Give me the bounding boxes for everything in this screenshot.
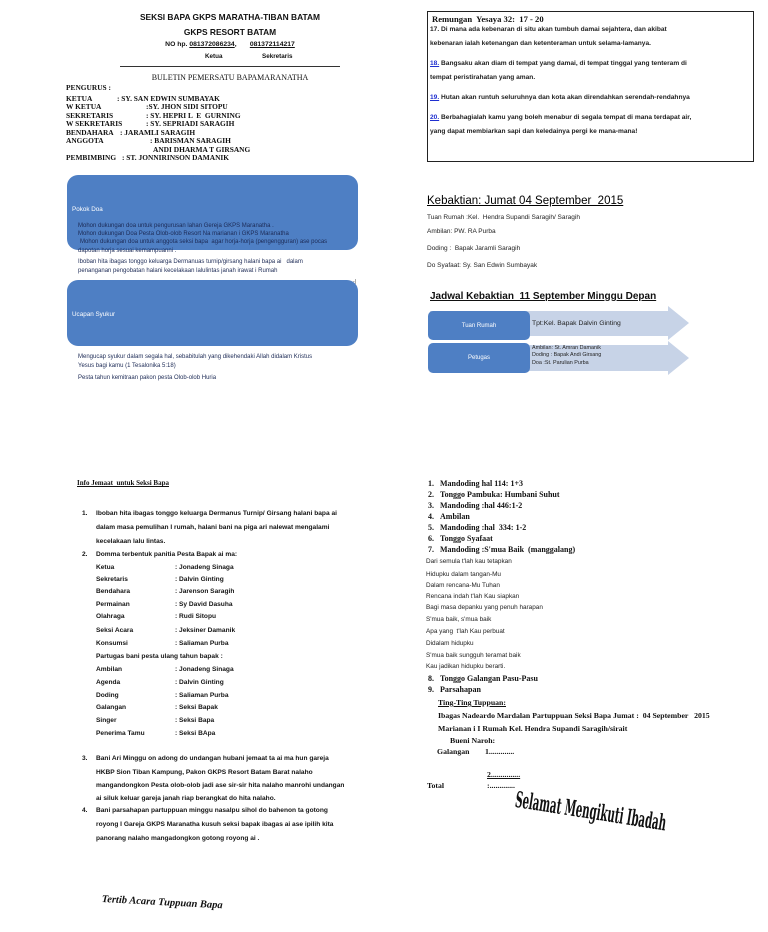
schedule-host-label: Tuan Rumah — [461, 322, 497, 329]
verse-text: tempat peristirahatan yang aman. — [430, 74, 536, 81]
verse-number: 17. — [430, 26, 440, 33]
order-item-number: 6. — [428, 534, 434, 543]
order-item-text: Mandoding :hal 334: 1-2 — [440, 523, 527, 532]
committee-name: : Jarenson Saragih — [175, 588, 235, 595]
next-schedule-title: Jadwal Kebaktian 11 September Minggu Depan — [430, 291, 657, 302]
phone-separator: , — [234, 41, 237, 48]
verse-number-link[interactable]: 19. — [430, 94, 440, 101]
schedule-officers-box — [428, 343, 530, 373]
offering-galangan-1: 1............. — [485, 747, 515, 756]
verse-number-link[interactable]: 18. — [430, 60, 440, 67]
verse-text: Hutan akan runtuh seluruhnya dan kota akan direndahkan serendah-rendahnya — [441, 94, 690, 101]
pengurus-label: SEKRETARIS — [66, 111, 114, 120]
verse-text: Berbahagialah kamu yang boleh menabur di segala tempat di mana terdapat air, — [441, 114, 692, 121]
verse-text: yang dapat membiarkan sapi dan keledainya pergi ke mana-mana! — [430, 128, 638, 135]
prayer-line: Mohon dukungan doa untuk anggota seksi bapa agar horja-horja (pengengguran) ase pocas — [80, 239, 328, 245]
service-host: Tuan Rumah :Kel. Hendra Supandi Saragih/ Saragih — [427, 214, 580, 221]
thanks-box-label: Ucapan Syukur — [72, 311, 116, 318]
order-item-text: Mandoding :S'mua Baik (manggalang) — [440, 545, 576, 554]
pengurus-value: : SY. SEPRIADI SARAGIH — [146, 119, 235, 128]
order-item-text: Ambilan — [440, 512, 470, 521]
verse-text: Di mana ada kebenaran di situ akan tumbuh damai sejahtera, dan akibat — [441, 26, 667, 33]
bulletin-title: BULETIN PEMERSATU BAPAMARANATHA — [151, 73, 309, 82]
lyric-line: S'mua baik, s'mua baik — [426, 616, 492, 623]
officer-role: Galangan — [96, 704, 127, 711]
officer-name: : Jonadeng Sinaga — [175, 666, 234, 673]
verse-number-link[interactable]: 20. — [430, 114, 440, 121]
order-item-text: Tonggo Pambuka: Humbani Suhut — [440, 490, 560, 499]
officer-name: : Seksi BApa — [175, 730, 216, 737]
prayer-line: Mohon dukungan doa untuk pengurusan lahan Gereja GKPS Maranatha . — [78, 223, 274, 229]
order-item-number: 4. — [428, 512, 434, 521]
organization-title: SEKSI BAPA GKPS MARATHA-TIBAN BATAM — [139, 12, 321, 22]
committee-role: Olahraga — [96, 613, 125, 620]
lyric-line: S'mua baik sungguh teramat baik — [426, 652, 521, 659]
schedule-officer-detail: Ambilan: St. Amran Damanik — [532, 345, 601, 351]
order-item-number: 9. — [428, 685, 434, 694]
offering-total-label: Total — [427, 781, 445, 790]
offering-total-value: :............. — [487, 781, 515, 790]
offering-galangan-2: 2............... — [487, 770, 521, 779]
role-sekretaris-label: Sekretaris — [262, 53, 293, 60]
service-doding: Doding : Bapak Jaramli Saragih — [427, 245, 521, 252]
verse-line — [430, 115, 691, 122]
verse-line — [430, 27, 667, 34]
officer-name: : Seksi Bapa — [175, 717, 215, 724]
order-item-text: Parsahapan — [440, 685, 481, 694]
officer-role: Singer — [96, 717, 117, 724]
info-item-line: Bani parsahapan partuppuan minggu nasalpu sihol do bahenon ta gotong — [96, 807, 328, 814]
committee-role: Konsumsi — [96, 640, 128, 647]
info-item-line: royong I Gareja GKPS Maranatha kusuh seksi bapak ibagas ai ase ipilih kita — [96, 821, 334, 828]
pengurus-value: : ST. JONNIRINSON DAMANIK — [122, 153, 230, 162]
schedule-officer-detail: Doa :St. Parulian Purba — [532, 360, 589, 366]
service-title: Kebaktian: Jumat 04 September 2015 — [427, 195, 624, 207]
committee-role: Ketua — [96, 564, 115, 571]
committee-role: Seksi Acara — [96, 627, 134, 634]
offering-bueni-label: Bueni Naroh: — [450, 736, 496, 745]
header-divider — [120, 66, 340, 67]
info-item-line: kecelakaan lalu lintas. — [96, 538, 166, 545]
prayer-line: penanganan pengobatan halani kecelakaan lalulintas janah irawat i Rumah — [78, 268, 278, 274]
prayer-line: Iboban hita ibagas tonggo keluarga Dermanuas turnip/girsang halani bapa ai dalam — [78, 259, 303, 265]
pengurus-value: : SY. SAN EDWIN SUMBAYAK — [117, 94, 220, 103]
verse-text: Bangsaku akan diam di tempat yang damai, di tempat tinggal yang tenteram di — [441, 60, 687, 67]
info-item-number: 4. — [82, 807, 88, 814]
reflection-box — [427, 11, 754, 162]
order-item-text: Tonggo Galangan Pasu-Pasu — [440, 674, 538, 683]
officers-heading: Partugas bani pesta ulang tahun bapak : — [96, 653, 223, 660]
offering-galangan-label: Galangan — [437, 747, 470, 756]
prayer-box-label: Pokok Doa — [72, 206, 103, 213]
order-item-number: 7. — [428, 545, 434, 554]
verse-text: kebenaran ialah ketenangan dan ketenteraman untuk selama-lamanya. — [430, 40, 651, 47]
pengurus-heading: PENGURUS : — [66, 83, 111, 92]
info-item-number: 2. — [82, 551, 88, 558]
committee-name: : Rudi Sitopu — [175, 613, 217, 620]
pengurus-label: W KETUA — [66, 102, 102, 111]
lyric-line: Dalam rencana-Mu Tuhan — [426, 582, 500, 589]
lyric-line: Apa yang t'lah Kau perbuat — [426, 628, 505, 635]
prayer-line: dapotan horja sesuai kemampuanni . — [78, 248, 177, 254]
role-ketua-label: Ketua — [205, 53, 223, 60]
phone-row — [60, 42, 400, 49]
order-item-text: Mandoding :hal 446:1-2 — [440, 501, 523, 510]
offering-heading: Ting-Ting Tuppuan: — [438, 698, 506, 707]
info-item-number: 1. — [82, 510, 88, 517]
text-marker: -| — [353, 279, 356, 285]
info-item-line: panorang nalaho mangadongkon gotong royong ai . — [96, 835, 260, 842]
officer-name: : Saliaman Purba — [175, 692, 229, 699]
info-item-line: Domma terbentuk panitia Pesta Bapak ai ma: — [96, 551, 238, 558]
info-item-number: 3. — [82, 755, 88, 762]
pengurus-label: ANGGOTA — [66, 136, 104, 145]
reflection-title: Remungan Yesaya 32: 17 - 20 — [432, 14, 544, 24]
lyric-line: Hidupku dalam tangan-Mu — [426, 571, 501, 578]
officer-role: Agenda — [96, 679, 121, 686]
order-item-number: 3. — [428, 501, 434, 510]
lyric-line: Kau jadikan hidupku berarti. — [426, 663, 506, 670]
closing-greeting: Selamat Mengikuti Ibadah — [513, 787, 669, 837]
schedule-host-box — [428, 311, 530, 340]
committee-role: Sekretaris — [96, 576, 128, 583]
order-item-number: 1. — [428, 479, 434, 488]
committee-name: : Saliaman Purba — [175, 640, 229, 647]
info-title: Info Jemaat untuk Seksi Bapa — [77, 479, 169, 487]
offering-line: Marianan i I Rumah Kel. Hendra Supandi Saragih/sirait — [438, 724, 628, 733]
schedule-officers-label: Petugas — [467, 355, 491, 361]
pengurus-value: : JARAMLI SARAGIH — [120, 128, 196, 137]
officer-name: : Seksi Bapak — [175, 704, 218, 711]
lyric-line: Dari semula t'lah kau tetapkan — [426, 558, 512, 565]
committee-role: Permainan — [96, 601, 130, 608]
pengurus-value: : BARISMAN SARAGIH — [150, 136, 231, 145]
verse-line — [430, 95, 690, 102]
organization-subtitle: GKPS RESORT BATAM — [183, 27, 277, 37]
committee-name: : Dalvin Ginting — [175, 576, 224, 583]
lyric-line: Rencana indah t'lah Kau siapkan — [426, 593, 520, 600]
pengurus-label: PEMBIMBING — [66, 153, 117, 162]
order-item-text: Tonggo Syafaat — [440, 534, 493, 543]
service-ambilan: Ambilan: PW. RA Purba — [427, 228, 496, 235]
order-item-text: Mandoding hal 114: 1+3 — [440, 479, 524, 488]
phone-prefix: NO hp. — [165, 41, 188, 48]
info-item-line: HKBP Sion Tiban Kampung, Pakon GKPS Resort Batam Barat nalaho — [96, 769, 313, 776]
pengurus-label: W SEKRETARIS — [66, 119, 123, 128]
order-item-number: 2. — [428, 490, 434, 499]
committee-role: Bendahara — [96, 588, 131, 595]
committee-name: : Jonadeng Sinaga — [175, 564, 234, 571]
phone-sekretaris-link[interactable]: 081372114217 — [249, 41, 295, 48]
phone-ketua-link[interactable]: 081372086234 — [189, 41, 235, 48]
info-item-line: mangandongkon Pesta olob-olob jadi ase sir-sir hita nalaho manrohi undangan — [96, 782, 345, 789]
pengurus-label: BENDAHARA — [66, 128, 114, 137]
lyric-line: Bagi masa depanku yang penuh harapan — [426, 604, 543, 611]
officer-role: Penerima Tamu — [96, 730, 145, 737]
thanks-line: Yesus bagi kamu (1 Tesalonika 5:18) — [78, 363, 176, 369]
officer-role: Doding — [96, 692, 119, 699]
schedule-officer-detail: Doding : Bapak Andi Girsang — [532, 352, 602, 358]
prayer-line: Mohon dukungan Doa Pesta Olob-olob Resort Na marianan i GKPS Maranatha — [78, 231, 289, 237]
order-item-number: 8. — [428, 674, 434, 683]
thanks-line: Pesta tahun kemitraan pakon pesta Olob-olob Huria — [78, 375, 217, 381]
officer-role: Ambilan — [96, 666, 123, 673]
order-item-number: 5. — [428, 523, 434, 532]
verse-line — [430, 61, 687, 68]
info-item-line: ai siluk keluar gareja janah riap berangkat do hita nalaho. — [96, 795, 276, 802]
committee-name: : Jeksiner Damanik — [175, 627, 236, 634]
officer-name: : Dalvin Ginting — [175, 679, 224, 686]
lyric-line: Didalam hidupku — [426, 640, 474, 647]
info-item-line: Iboban hita ibagas tonggo keluarga Dermanus Turnip/ Girsang halani bapa ai — [96, 510, 337, 517]
pengurus-value: :SY. JHON SIDI SITOPU — [146, 102, 228, 111]
info-item-line: Bani Ari Minggu on adong do undangan hubani jemaat ta ai ma hun gareja — [96, 755, 329, 762]
pengurus-label: KETUA — [66, 94, 93, 103]
service-syafaat: Do Syafaat: Sy. San Edwin Sumbayak — [427, 262, 538, 269]
info-item-line: dalam masa pemulihan I rumah, halani bani na piga ari nalewat mengalami — [96, 524, 330, 531]
offering-line: Ibagas Nadeardo Mardalan Partuppuan Seksi Bapa Jumat : 04 September 2015 — [438, 711, 710, 720]
order-of-service-title: Tertib Acara Tuppuan Bapa — [101, 894, 223, 912]
committee-name: : Sy David Dasuha — [175, 601, 233, 608]
pengurus-value: ANDI DHARMA T GIRSANG — [153, 145, 251, 154]
pengurus-value: : SY. HEPRI L E GURNING — [146, 111, 241, 120]
schedule-host-detail: Tpt:Kel. Bapak Dalvin Ginting — [532, 320, 621, 327]
thanks-line: Mengucap syukur dalam segala hal, sebabitulah yang dikehendaki Allah didalam Kristus — [78, 354, 313, 360]
